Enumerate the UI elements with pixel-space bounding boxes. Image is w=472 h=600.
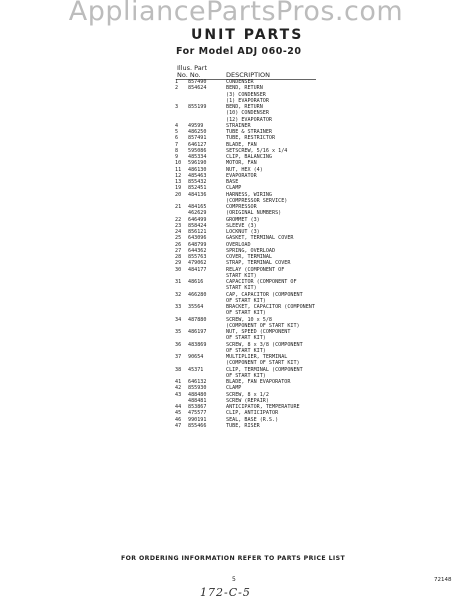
part-no-cell: 35564 xyxy=(188,304,204,310)
illus-no-cell: 21 xyxy=(175,204,182,210)
part-no-cell: 483869 xyxy=(188,341,207,348)
part-no-cell: 852451 xyxy=(188,185,207,192)
part-no-cell: 596190 xyxy=(188,160,207,167)
illus-no-cell: 36 xyxy=(175,341,182,348)
illus-no-cell: 43 xyxy=(175,391,182,398)
description-cell: START KIT) xyxy=(226,272,257,279)
illus-no-cell: 33 xyxy=(175,304,182,310)
description-cell: STRAINER xyxy=(226,122,251,129)
illus-no-cell: 12 xyxy=(175,172,182,179)
description-cell: (COMPONENT OF START KIT) xyxy=(226,360,300,367)
page-title: UNIT PARTS xyxy=(191,27,304,43)
description-cell: GASKET, TERMINAL COVER xyxy=(226,235,294,242)
part-no-cell: 484165 xyxy=(188,204,207,210)
part-no-cell: 484136 xyxy=(188,191,207,198)
description-cell: BASE xyxy=(226,179,239,185)
part-no-cell: 855199 xyxy=(188,104,207,110)
part-no-cell: 643096 xyxy=(188,235,207,242)
part-no-cell: 858424 xyxy=(188,222,207,229)
description-cell: STRAP, TERMINAL COVER xyxy=(226,260,291,267)
description-cell: BRACKET, CAPACITOR (COMPONENT xyxy=(226,304,315,310)
description-cell: (1) EVAPORATOR xyxy=(226,97,269,104)
description-cell: (COMPRESSOR SERVICE) xyxy=(226,197,288,204)
description-cell: (ORIGINAL NUMBERS) xyxy=(226,210,282,217)
part-no-cell: 90654 xyxy=(188,354,204,360)
description-cell: RELAY (COMPONENT OF xyxy=(226,266,285,273)
description-cell: SCREW, 8 x 1/2 xyxy=(226,391,269,398)
part-no-cell: 486197 xyxy=(188,329,207,335)
description-cell: MULTIPLIER, TERMINAL xyxy=(226,354,288,360)
description-cell: NUT, SPEED (COMPONENT xyxy=(226,329,291,335)
part-no-cell: 484177 xyxy=(188,266,207,273)
illus-no-cell: 45 xyxy=(175,410,182,417)
illus-no-cell: 6 xyxy=(175,135,179,142)
description-cell: GROMMET (3) xyxy=(226,216,260,223)
illus-no-cell: 35 xyxy=(175,329,182,335)
description-cell: START KIT) xyxy=(226,285,257,292)
illus-no-cell: 46 xyxy=(175,416,182,423)
illus-no-cell: 30 xyxy=(175,266,182,273)
part-no-cell: 856121 xyxy=(188,229,207,235)
part-no-cell: 990191 xyxy=(188,416,207,423)
part-no-cell: 646132 xyxy=(188,379,207,385)
description-cell: ANTICIPATOR, TEMPERATURE xyxy=(226,404,300,410)
part-no-cell: 487880 xyxy=(188,316,207,323)
description-cell: CLIP, BALANCING xyxy=(226,154,273,160)
part-no-cell: 855930 xyxy=(188,385,207,392)
description-cell: LOCKNUT (3) xyxy=(226,229,260,235)
illus-no-cell: 5 xyxy=(175,129,179,135)
part-no-cell: 485334 xyxy=(188,154,207,160)
ordering-note: FOR ORDERING INFORMATION REFER TO PARTS PRICE LIST xyxy=(121,555,346,562)
description-cell: HARNESS, WIRING xyxy=(226,191,273,198)
description-cell: (12) EVAPORATOR xyxy=(226,116,273,123)
part-no-cell: 49599 xyxy=(188,122,204,129)
part-no-cell: 45371 xyxy=(188,366,204,373)
description-cell: CLAMP xyxy=(226,385,242,392)
model-subtitle: For Model ADJ 060-20 xyxy=(176,46,302,57)
illus-no-cell: 8 xyxy=(175,147,179,154)
description-cell: SLEEVE (3) xyxy=(226,222,257,229)
illus-no-cell: 28 xyxy=(175,254,182,260)
part-no-cell: 857490 xyxy=(188,79,207,85)
column-header-description: DESCRIPTION xyxy=(226,71,270,79)
description-cell: SCREW, 8 x 3/8 (COMPONENT xyxy=(226,341,303,348)
illus-no-cell: 24 xyxy=(175,229,182,235)
description-cell: CLAMP xyxy=(226,185,242,192)
part-no-cell: 488481 xyxy=(188,397,207,404)
illus-no-cell: 9 xyxy=(175,154,179,160)
column-header-illus-part: Illus. Part xyxy=(177,64,207,72)
description-cell: BEND, RETURN xyxy=(226,85,263,92)
illus-no-cell: 29 xyxy=(175,260,182,267)
part-no-cell: 646499 xyxy=(188,216,207,223)
illus-no-cell: 42 xyxy=(175,385,182,392)
part-no-cell: 595086 xyxy=(188,147,207,154)
part-no-cell: 479062 xyxy=(188,260,207,267)
illus-no-cell: 27 xyxy=(175,247,182,254)
description-cell: SETSCREW, 5/16 x 1/4 xyxy=(226,147,288,154)
description-cell: SPRING, OVERLOAD xyxy=(226,247,276,254)
part-no-cell: 486250 xyxy=(188,129,207,135)
illus-no-cell: 34 xyxy=(175,316,182,323)
illus-no-cell: 1 xyxy=(175,79,179,85)
illus-no-cell: 22 xyxy=(175,216,182,223)
description-cell: OF START KIT) xyxy=(226,372,266,379)
description-cell: TUBE & STRAINER xyxy=(226,129,273,135)
illus-no-cell: 26 xyxy=(175,241,182,248)
part-no-cell: 485463 xyxy=(188,172,207,179)
illus-no-cell: 10 xyxy=(175,160,182,167)
part-no-cell: 857491 xyxy=(188,135,207,142)
part-no-cell: 855466 xyxy=(188,422,207,429)
illus-no-cell: 2 xyxy=(175,85,179,92)
description-cell: SCREW, 10 x 5/8 xyxy=(226,316,273,323)
illus-no-cell: 41 xyxy=(175,379,182,385)
part-no-cell: 646127 xyxy=(188,141,207,148)
handwritten-note: 172-C-5 xyxy=(200,586,251,599)
illus-no-cell: 7 xyxy=(175,141,179,148)
illus-no-cell: 44 xyxy=(175,404,182,410)
document-code: 72148 xyxy=(434,577,452,583)
description-cell: (COMPONENT OF START KIT) xyxy=(226,322,300,329)
illus-no-cell: 19 xyxy=(175,185,182,192)
part-no-cell: 855763 xyxy=(188,254,207,260)
illus-no-cell: 11 xyxy=(175,166,182,173)
description-cell: TUBE, RISER xyxy=(226,422,260,429)
illus-no-cell: 23 xyxy=(175,222,182,229)
description-cell: CONDENSER xyxy=(226,79,254,85)
illus-no-cell: 25 xyxy=(175,235,182,242)
description-cell: (3) CONDENSER xyxy=(226,91,266,98)
description-cell: NUT, HEX (4) xyxy=(226,166,263,173)
part-no-cell: 853867 xyxy=(188,404,207,410)
part-no-cell: 855432 xyxy=(188,179,207,185)
part-no-cell: 644362 xyxy=(188,247,207,254)
part-no-cell: 486130 xyxy=(188,166,207,173)
watermark: AppliancePartsPros.com xyxy=(68,0,404,27)
description-cell: OF START KIT) xyxy=(226,335,266,342)
description-cell: CAP, CAPACITOR (COMPONENT xyxy=(226,291,303,298)
illus-no-cell: 13 xyxy=(175,179,182,185)
description-cell: SEAL, BASE (R.S.) xyxy=(226,416,279,423)
description-cell: COMPRESSOR xyxy=(226,204,257,210)
description-cell: CLIP, TERMINAL (COMPONENT xyxy=(226,366,303,373)
description-cell: (10) CONDENSER xyxy=(226,110,269,117)
description-cell: BLADE, FAN xyxy=(226,141,257,148)
description-cell: MOTOR, FAN xyxy=(226,160,257,167)
description-cell: CLIP, ANTICIPATOR xyxy=(226,410,279,417)
illus-no-cell: 47 xyxy=(175,422,182,429)
illus-no-cell: 38 xyxy=(175,366,182,373)
illus-no-cell: 31 xyxy=(175,279,182,285)
description-cell: OVERLOAD xyxy=(226,241,251,248)
illus-no-cell: 3 xyxy=(175,104,179,110)
illus-no-cell: 4 xyxy=(175,122,179,129)
illus-no-cell: 32 xyxy=(175,291,182,298)
column-header-no: No. No. xyxy=(177,71,201,79)
description-cell: CAPACITOR (COMPONENT OF xyxy=(226,279,297,285)
part-no-cell: 466280 xyxy=(188,291,207,298)
description-cell: SCREW (REPAIR) xyxy=(226,397,269,404)
description-cell: OF START KIT) xyxy=(226,297,266,304)
page-number: 5 xyxy=(232,576,236,583)
description-cell: BLADE, FAN EVAPORATOR xyxy=(226,379,291,385)
description-cell: BEND, RETURN xyxy=(226,104,263,110)
description-cell: EVAPORATOR xyxy=(226,172,257,179)
part-no-cell: 854624 xyxy=(188,85,207,92)
part-no-cell: 648799 xyxy=(188,241,207,248)
part-no-cell: 475577 xyxy=(188,410,207,417)
description-cell: COVER, TERMINAL xyxy=(226,254,273,260)
illus-no-cell: 20 xyxy=(175,191,182,198)
description-cell: OF START KIT) xyxy=(226,347,266,354)
description-cell: OF START KIT) xyxy=(226,310,266,317)
illus-no-cell: 37 xyxy=(175,354,182,360)
part-no-cell: 48616 xyxy=(188,279,204,285)
description-cell: TUBE, RESTRICTOR xyxy=(226,135,276,142)
part-no-cell: 488480 xyxy=(188,391,207,398)
part-no-cell: 462629 xyxy=(188,210,207,217)
